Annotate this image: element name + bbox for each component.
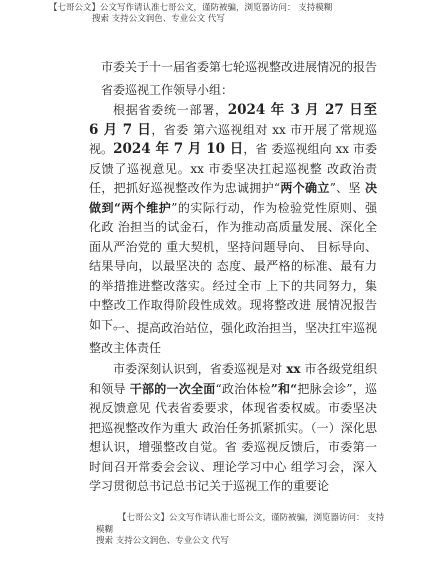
salutation: 省委巡视工作领导小组： — [101, 83, 234, 97]
header-line-1: 【七哥公文】公文写作请认准七哥公文，谨防被骗，浏览器访问： 支持模糊 — [49, 3, 333, 13]
p2-text-e: “政治体检 — [215, 381, 271, 396]
p2-text-a: 市委深刻认识到，省委巡视是对 — [113, 362, 287, 376]
paragraph-2 — [89, 360, 377, 497]
footer-line-1: 【七哥公文】公文写作请认准七哥公文，谨防被骗，浏览器访问： 支持 — [118, 513, 385, 523]
p2-emph-ganbu: 干部的一次全面 — [129, 381, 216, 396]
p2-text-f: ”和“ — [270, 381, 298, 396]
p1-text-g: ”、坚 — [329, 181, 365, 195]
p1-text-a: 根据省委统一部署， — [113, 103, 228, 117]
p1-emph-liangge-queli: 两个确立 — [280, 181, 330, 195]
footer-line-1b: 模糊 — [96, 525, 114, 535]
document-title: 市委关于十一届省委第七轮巡视整改进展情况的报告 — [101, 60, 378, 74]
p1-text-i: ”的实际行动，作为检验党性原则、强化政 治担当的试金石，作为推动高质量发展、深化全面从严治党的 重大契机，坚持问题导向、 目标导向、结果导向，以最坚决的 态度、最严格的标准、最有力的举措推进整改落实。经过全市 上下的共同努力，集中整改工作取得阶段性成效。现将整改进 展情况报告如下。 — [89, 200, 378, 332]
header-line-2: 搜索 支持公文润色、专业公文 代写 — [92, 14, 225, 24]
p1-text-c: ，省委 第六巡视组对 xx 市开展了常规巡视。 — [89, 122, 377, 156]
p2-text-g: 把脉会诊 — [297, 381, 347, 396]
p1-date-feedback: 2024 年 7 月 10 日 — [113, 141, 244, 157]
p1-emph-liangge-weihu: 决做到“两个维护 — [89, 181, 377, 215]
p1-text-e: ，省 委巡视组向 xx 市委反馈了巡视意见。xx 市委坚决扛起巡视整 改政治责任，把抓好巡视整改作为忠诚拥护“ — [89, 142, 377, 195]
footer-line-2: 搜索 支持公文润色、专业公文 代写 — [96, 536, 229, 546]
p2-city: xx — [286, 362, 301, 376]
section-heading-1: 一、提高政治站位，强化政治担当，坚决扛牢巡视整改主体责任 — [89, 321, 378, 355]
p1-date-range: 2024 年 3 月 27 日至 6 月 7 日 — [89, 102, 377, 138]
p2-text-c: 市各级党组织和领导 — [89, 362, 377, 396]
paragraph-1 — [89, 101, 377, 335]
p2-text-h: ”，巡视反馈意见 代表省委要求，体现省委权威。市委坚决把巡视整改作为重大 政治任务抓紧抓实。（一）深化思想认识，增强整改自觉。省 委巡视反馈后，市委第一时间召开常委会会议、理论学习中心 组学习会，深入学习贯彻总书记总书记关于巡视工作的重要论 — [89, 381, 377, 493]
